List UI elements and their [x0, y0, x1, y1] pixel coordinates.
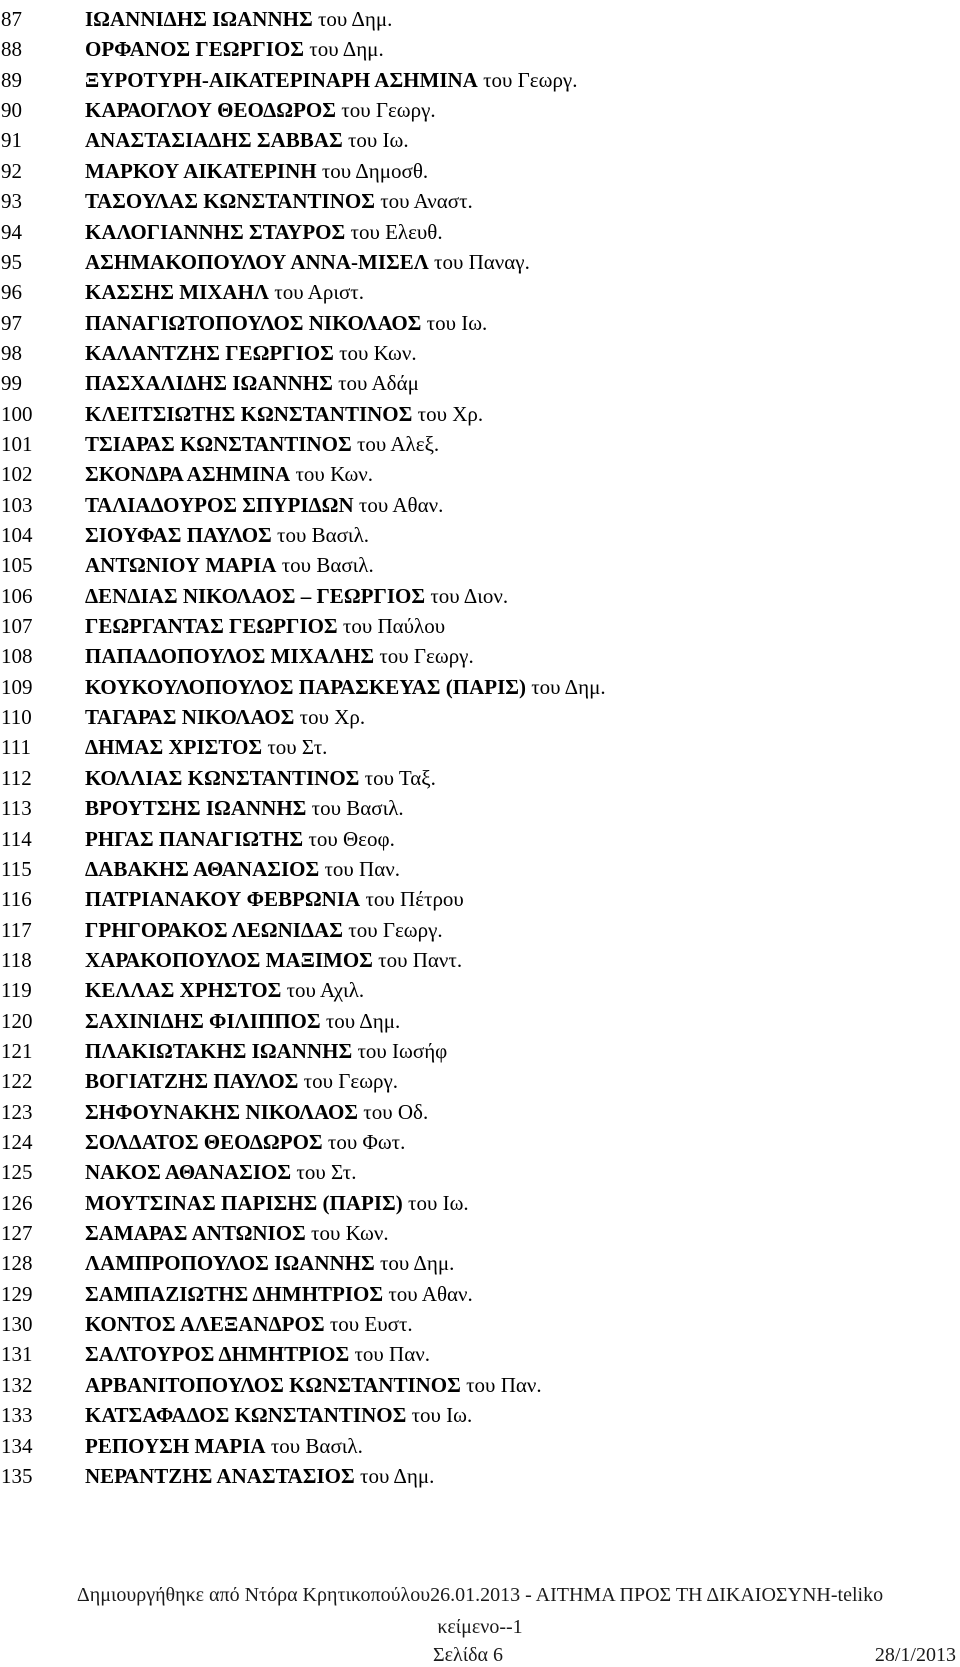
entry-father-name: του Αναστ. — [380, 189, 473, 214]
entry-name — [85, 217, 443, 248]
entry-name — [85, 824, 395, 855]
entry-number: 120 — [1, 1008, 33, 1033]
entry-number: 112 — [1, 765, 32, 790]
entry-name — [85, 459, 373, 490]
entry-father-name: του Παντ. — [378, 947, 463, 972]
entry-father-name: του Παν. — [324, 856, 400, 881]
entry-number: 130 — [1, 1312, 33, 1336]
entry-name — [85, 672, 606, 703]
entry-number: 102 — [1, 462, 33, 487]
entry-name — [85, 915, 443, 946]
entry-full-name: ΔΑΒΑΚΗΣ ΑΘΑΝΑΣΙΟΣ — [85, 856, 320, 881]
entry-father-name: του Δημ. — [317, 7, 393, 31]
entry-number: 122 — [1, 1069, 33, 1094]
entry-number: 126 — [1, 1190, 33, 1215]
entry-full-name: ΑΝΑΣΤΑΣΙΑΔΗΣ ΣΑΒΒΑΣ — [85, 128, 343, 153]
entry-full-name: ΚΑΡΑΟΓΛΟΥ ΘΕΟΔΩΡΟΣ — [85, 98, 336, 123]
entry-full-name: ΝΑΚΟΣ ΑΘΑΝΑΣΙΟΣ — [85, 1160, 292, 1185]
entry-full-name: ΜΟΥΤΣΙΝΑΣ ΠΑΡΙΣΗΣ (ΠΑΡΙΣ) — [85, 1190, 403, 1215]
entry-name — [85, 247, 530, 278]
entry-full-name: ΠΑΣΧΑΛΙΔΗΣ ΙΩΑΝΝΗΣ — [85, 371, 333, 396]
entry-full-name: ΚΕΛΛΑΣ ΧΡΗΣΤΟΣ — [85, 978, 282, 1003]
entry-father-name: του Αλεξ. — [356, 431, 440, 456]
entry-name — [85, 1370, 542, 1401]
entry-full-name: ΚΑΛΟΓΙΑΝΝΗΣ ΣΤΑΥΡΟΣ — [85, 219, 346, 244]
entry-number: 104 — [1, 523, 33, 547]
entry-full-name: ΔΗΜΑΣ ΧΡΙΣΤΟΣ — [85, 735, 263, 760]
entry-father-name: του Γεωργ. — [483, 67, 578, 92]
entry-full-name: ΑΣΗΜΑΚΟΠΟΥΛΟΥ ΑΝΝΑ-ΜΙΣΕΛ — [85, 249, 429, 274]
entry-name — [85, 1188, 469, 1219]
entry-full-name: ΚΑΛΑΝΤΖΗΣ ΓΕΩΡΓΙΟΣ — [85, 340, 334, 365]
entry-number: 90 — [1, 98, 22, 123]
entry-full-name: ΡΗΓΑΣ ΠΑΝΑΓΙΩΤΗΣ — [85, 826, 304, 851]
entry-father-name: του Βασιλ. — [311, 796, 404, 821]
entry-name — [85, 1431, 363, 1462]
entry-number: 118 — [1, 947, 32, 972]
entry-name — [85, 1218, 389, 1249]
entry-name — [85, 1248, 454, 1279]
entry-father-name: του Δημ. — [379, 1251, 455, 1276]
entry-full-name: ΚΟΥΚΟΥΛΟΠΟΥΛΟΣ ΠΑΡΑΣΚΕΥΑΣ (ΠΑΡΙΣ) — [85, 674, 526, 699]
entry-name — [85, 763, 436, 794]
entry-number: 99 — [1, 371, 22, 396]
entry-number: 125 — [1, 1160, 33, 1185]
entry-full-name: ΤΣΙΑΡΑΣ ΚΩΝΣΤΑΝΤΙΝΟΣ — [85, 431, 352, 456]
entry-name — [85, 1339, 430, 1370]
entry-full-name: ΓΕΩΡΓΑΝΤΑΣ ΓΕΩΡΓΙΟΣ — [85, 614, 338, 638]
entry-name — [85, 793, 404, 824]
entry-name — [85, 641, 474, 672]
entry-number: 97 — [1, 310, 22, 335]
entry-father-name: του Δημ. — [360, 1463, 435, 1488]
footer-page-number: Σελίδα 6 — [433, 1644, 504, 1666]
entry-father-name: του Γεωργ. — [303, 1069, 399, 1094]
entry-number: 115 — [1, 856, 32, 881]
entry-name — [85, 34, 384, 65]
entry-father-name: του Γεωργ. — [379, 644, 474, 669]
entry-number: 109 — [1, 674, 33, 699]
entry-name — [85, 520, 369, 551]
footer-creator-line: Δημιουργήθηκε από Ντόρα Κρητικοπούλου26.01.2013 - ΑΙΤΗΜΑ ΠΡΟΣ ΤΗ ΔΙΚΑΙΟΣΥΝΗ-teliko — [76, 1584, 884, 1606]
entry-full-name: ΤΑΛΙΑΔΟΥΡΟΣ ΣΠΥΡΙΔΩΝ — [85, 492, 354, 517]
entry-name — [85, 1400, 472, 1431]
entry-number: 100 — [1, 401, 33, 426]
entry-number: 121 — [1, 1038, 33, 1063]
entry-full-name: ΠΑΤΡΙΑΝΑΚΟΥ ΦΕΒΡΩΝΙΑ — [85, 887, 361, 912]
entry-number: 107 — [1, 614, 33, 638]
entry-number: 101 — [1, 431, 33, 456]
entry-father-name: του Πέτρου — [365, 887, 464, 912]
entry-number: 105 — [1, 553, 33, 578]
entry-full-name: ΣΑΧΙΝΙΔΗΣ ΦΙΛΙΠΠΟΣ — [85, 1008, 321, 1033]
entry-name — [85, 65, 577, 96]
entry-number: 106 — [1, 583, 33, 608]
entry-name — [85, 581, 508, 612]
entry-number: 89 — [1, 67, 22, 92]
entry-number: 113 — [1, 796, 32, 821]
entry-name — [85, 1127, 405, 1158]
entry-full-name: ΣΗΦΟΥΝΑΚΗΣ ΝΙΚΟΛΑΟΣ — [85, 1099, 359, 1124]
entry-full-name: ΛΑΜΠΡΟΠΟΥΛΟΣ ΙΩΑΝΝΗΣ — [85, 1251, 375, 1276]
entry-name — [85, 1309, 413, 1340]
entry-number: 117 — [1, 917, 32, 942]
entry-name — [85, 732, 327, 763]
entry-name — [85, 1097, 428, 1128]
entry-name — [85, 1036, 447, 1067]
entry-name — [85, 429, 439, 460]
entry-name — [85, 1066, 398, 1097]
entry-father-name: του Παναγ. — [434, 249, 530, 274]
entry-number: 131 — [1, 1342, 33, 1367]
entry-full-name: ΒΟΓΙΑΤΖΗΣ ΠΑΥΛΟΣ — [85, 1069, 299, 1094]
entry-number: 98 — [1, 340, 22, 365]
entry-father-name: του Δημ. — [309, 37, 384, 62]
entry-full-name: ΙΩΑΝΝΙΔΗΣ ΙΩΑΝΝΗΣ — [85, 7, 313, 31]
entry-name — [85, 1006, 400, 1037]
entry-full-name: ΒΡΟΥΤΣΗΣ ΙΩΑΝΝΗΣ — [85, 796, 307, 821]
entry-name — [85, 1279, 473, 1310]
entry-full-name: ΣΚΟΝΔΡΑ ΑΣΗΜΙΝΑ — [85, 462, 291, 487]
entry-full-name: ΠΑΝΑΓΙΩΤΟΠΟΥΛΟΣ ΝΙΚΟΛΑΟΣ — [85, 310, 422, 335]
entry-number: 103 — [1, 492, 33, 517]
entry-name — [85, 490, 443, 521]
entry-number: 94 — [1, 219, 22, 244]
entry-name — [85, 1461, 434, 1492]
entry-number: 96 — [1, 280, 22, 305]
entry-number: 108 — [1, 644, 33, 669]
entry-number: 92 — [1, 158, 22, 183]
entry-father-name: του Αδάμ — [338, 371, 419, 396]
entry-full-name: ΣΙΟΥΦΑΣ ΠΑΥΛΟΣ — [85, 523, 272, 547]
entry-name — [85, 156, 428, 187]
entry-full-name: ΣΑΛΤΟΥΡΟΣ ΔΗΜΗΤΡΙΟΣ — [85, 1342, 350, 1367]
entry-father-name: του Ιω. — [347, 128, 409, 153]
entry-number: 129 — [1, 1281, 33, 1306]
entry-father-name: του Κων. — [339, 340, 417, 365]
entry-name — [85, 975, 364, 1006]
entry-father-name: του Βασιλ. — [270, 1433, 363, 1458]
entry-name — [85, 884, 464, 915]
entry-number: 119 — [1, 978, 32, 1003]
entry-number: 116 — [1, 887, 32, 912]
entry-full-name: ΑΡΒΑΝΙΤΟΠΟΥΛΟΣ ΚΩΝΣΤΑΝΤΙΝΟΣ — [85, 1372, 461, 1397]
entry-number: 110 — [1, 705, 32, 730]
entry-full-name: ΑΝΤΩΝΙΟΥ ΜΑΡΙΑ — [85, 553, 277, 578]
entry-full-name: ΞΥΡΟΤΥΡΗ-ΑΙΚΑΤΕΡΙΝΑΡΗ ΑΣΗΜΙΝΑ — [85, 67, 478, 92]
entry-number: 114 — [1, 826, 32, 851]
entry-name — [85, 277, 364, 308]
entry-full-name: ΚΟΛΛΙΑΣ ΚΩΝΣΤΑΝΤΙΝΟΣ — [85, 765, 360, 790]
entry-full-name: ΝΕΡΑΝΤΖΗΣ ΑΝΑΣΤΑΣΙΟΣ — [85, 1463, 355, 1488]
entry-number: 123 — [1, 1099, 33, 1124]
entry-father-name: του Αθαν. — [358, 492, 444, 517]
entry-number: 132 — [1, 1372, 33, 1397]
entry-father-name: του Στ. — [296, 1160, 357, 1185]
entry-number: 87 — [1, 7, 22, 31]
entry-full-name: ΤΑΣΟΥΛΑΣ ΚΩΝΣΤΑΝΤΙΝΟΣ — [85, 189, 375, 214]
entry-father-name: του Ιω. — [411, 1403, 473, 1428]
entry-number: 111 — [1, 735, 31, 760]
entry-number: 128 — [1, 1251, 33, 1276]
entry-full-name: ΜΑΡΚΟΥ ΑΙΚΑΤΕΡΙΝΗ — [85, 158, 317, 183]
entry-full-name: ΤΑΓΑΡΑΣ ΝΙΚΟΛΑΟΣ — [85, 705, 295, 730]
entry-father-name: του Αθαν. — [388, 1281, 473, 1306]
footer-date: 28/1/2013 — [874, 1644, 956, 1666]
entry-name — [85, 945, 462, 976]
entry-father-name: του Οδ. — [363, 1099, 429, 1124]
entry-number: 133 — [1, 1403, 33, 1428]
entry-father-name: του Βασιλ. — [277, 523, 370, 547]
entry-full-name: ΣΑΜΠΑΖΙΩΤΗΣ ΔΗΜΗΤΡΙΟΣ — [85, 1281, 384, 1306]
entry-father-name: του Ταξ. — [364, 765, 436, 790]
entry-full-name: ΣΟΛΔΑΤΟΣ ΘΕΟΔΩΡΟΣ — [85, 1130, 323, 1154]
entry-father-name: του Παν. — [354, 1342, 430, 1367]
entry-father-name: του Ιωσήφ — [357, 1038, 448, 1063]
entry-number: 88 — [1, 37, 22, 62]
entry-father-name: του Αχιλ. — [286, 978, 365, 1003]
entry-full-name: ΚΛΕΙΤΣΙΩΤΗΣ ΚΩΝΣΤΑΝΤΙΝΟΣ — [85, 401, 413, 426]
entry-number: 135 — [1, 1463, 33, 1488]
entry-name — [85, 186, 473, 217]
entry-number: 134 — [1, 1433, 33, 1458]
entry-father-name: του Κων. — [295, 462, 374, 487]
entry-number: 93 — [1, 189, 22, 214]
entry-name — [85, 550, 374, 581]
entry-number: 91 — [1, 128, 22, 153]
entry-father-name: του Γεωργ. — [341, 98, 436, 123]
entry-name — [85, 308, 487, 339]
entry-full-name: ΠΛΑΚΙΩΤΑΚΗΣ ΙΩΑΝΝΗΣ — [85, 1038, 353, 1063]
entry-full-name: ΔΕΝΔΙΑΣ ΝΙΚΟΛΑΟΣ – ΓΕΩΡΓΙΟΣ — [85, 583, 426, 608]
entry-father-name: του Ευστ. — [329, 1312, 413, 1336]
entry-full-name: ΠΑΠΑΔΟΠΟΥΛΟΣ ΜΙΧΑΛΗΣ — [85, 644, 375, 669]
entry-name — [85, 399, 483, 430]
entry-name — [85, 702, 365, 733]
entry-father-name: του Θεοφ. — [308, 826, 395, 851]
footer-filename-line: κείμενο--1 — [437, 1616, 523, 1638]
entry-father-name: του Παν. — [466, 1372, 542, 1397]
entry-father-name: του Φωτ. — [327, 1130, 406, 1154]
entry-father-name: του Δημ. — [531, 674, 606, 699]
entry-full-name: ΟΡΦΑΝΟΣ ΓΕΩΡΓΙΟΣ — [85, 37, 305, 62]
entry-full-name: ΚΟΝΤΟΣ ΑΛΕΞΑΝΔΡΟΣ — [85, 1312, 325, 1336]
entry-name — [85, 611, 445, 642]
entry-father-name: του Διον. — [430, 583, 509, 608]
entry-father-name: του Δημοσθ. — [321, 158, 429, 183]
entry-full-name: ΚΑΣΣΗΣ ΜΙΧΑΗΛ — [85, 280, 269, 305]
entry-full-name: ΚΑΤΣΑΦΑΔΟΣ ΚΩΝΣΤΑΝΤΙΝΟΣ — [85, 1403, 407, 1428]
entry-name — [85, 368, 419, 399]
entry-full-name: ΓΡΗΓΟΡΑΚΟΣ ΛΕΩΝΙΔΑΣ — [85, 917, 343, 942]
entry-father-name: του Ιω. — [408, 1190, 469, 1215]
entry-full-name: ΡΕΠΟΥΣΗ ΜΑΡΙΑ — [85, 1433, 266, 1458]
entry-father-name: του Χρ. — [417, 401, 484, 426]
entry-father-name: του Ελευθ. — [350, 219, 443, 244]
entry-name — [85, 854, 400, 885]
entry-father-name: του Κων. — [311, 1221, 389, 1245]
entry-name — [85, 1157, 357, 1188]
entry-number: 127 — [1, 1221, 33, 1245]
entry-name — [85, 95, 436, 126]
entry-father-name: του Στ. — [267, 735, 328, 760]
entry-name — [85, 4, 392, 35]
entry-name — [85, 125, 409, 156]
entry-father-name: του Ιω. — [426, 310, 488, 335]
entry-number: 124 — [1, 1130, 33, 1154]
entry-father-name: του Βασιλ. — [281, 553, 374, 578]
entry-father-name: του Παύλου — [342, 614, 446, 638]
entry-name — [85, 338, 417, 369]
entry-father-name: του Αριστ. — [274, 280, 364, 305]
entry-father-name: του Γεωργ. — [348, 917, 443, 942]
entry-father-name: του Δημ. — [325, 1008, 401, 1033]
entry-full-name: ΧΑΡΑΚΟΠΟΥΛΟΣ ΜΑΞΙΜΟΣ — [85, 947, 373, 972]
entry-number: 95 — [1, 249, 22, 274]
entry-father-name: του Χρ. — [299, 705, 366, 730]
entry-full-name: ΣΑΜΑΡΑΣ ΑΝΤΩΝΙΟΣ — [85, 1221, 306, 1245]
